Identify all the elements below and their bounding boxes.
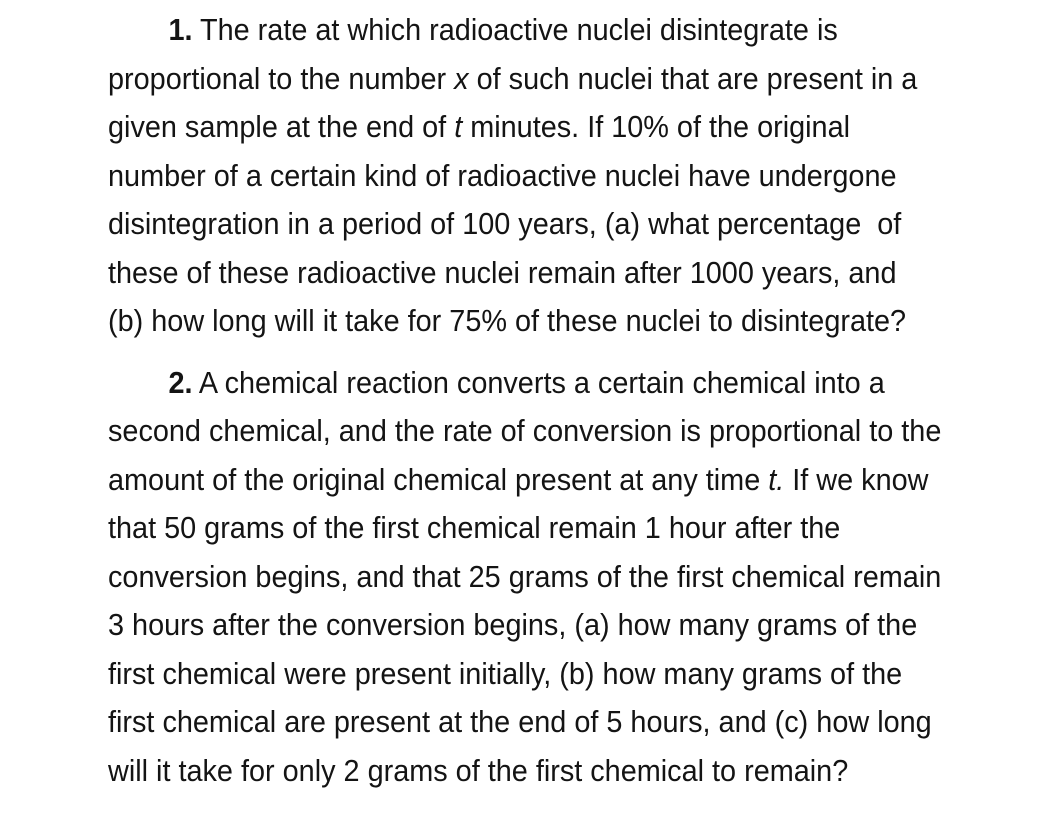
problem-line: these of these radioactive nuclei remain after 1000 years, and [108,254,897,290]
problem-number: 1. [168,12,193,47]
problem-line: given sample at the end of t minutes. If 10% of the original [108,109,851,144]
problem-1 [108,6,982,346]
problem-line: that 50 grams of the first chemical remain 1 hour after the [108,510,841,545]
problem-number: 2. [168,364,193,400]
problem-sheet [108,6,982,808]
problem-line: second chemical, and the rate of conversion is proportional to the [108,413,942,448]
problem-line: first chemical are present at the end of 5 hours, and (c) how long [108,704,932,739]
problem-line: disintegration in a period of 100 years, (a) what percentage of [108,206,902,241]
problem-line: conversion begins, and that 25 grams of the first chemical remain [108,558,942,594]
problem-line: 2. A chemical reaction converts a certain chemical into a [168,364,885,400]
variable-x: x [454,60,469,96]
variable-t: t [454,109,463,144]
problem-line: (b) how long will it take for 75% of these nuclei to disintegrate? [108,303,907,338]
problem-2 [108,359,982,796]
problem-line: number of a certain kind of radioactive nuclei have undergone [108,157,897,193]
variable-t: t. [768,461,785,497]
problem-line: proportional to the number x of such nuclei that are present in a [108,60,918,96]
problem-line: first chemical were present initially, (b) how many grams of the [108,655,903,691]
problem-line: 1. The rate at which radioactive nuclei disintegrate is [168,12,838,47]
problem-line: will it take for only 2 grams of the first chemical to remain? [108,752,849,788]
problem-line: 3 hours after the conversion begins, (a) how many grams of the [108,607,918,642]
problem-line: amount of the original chemical present at any time t. If we know [108,461,929,497]
